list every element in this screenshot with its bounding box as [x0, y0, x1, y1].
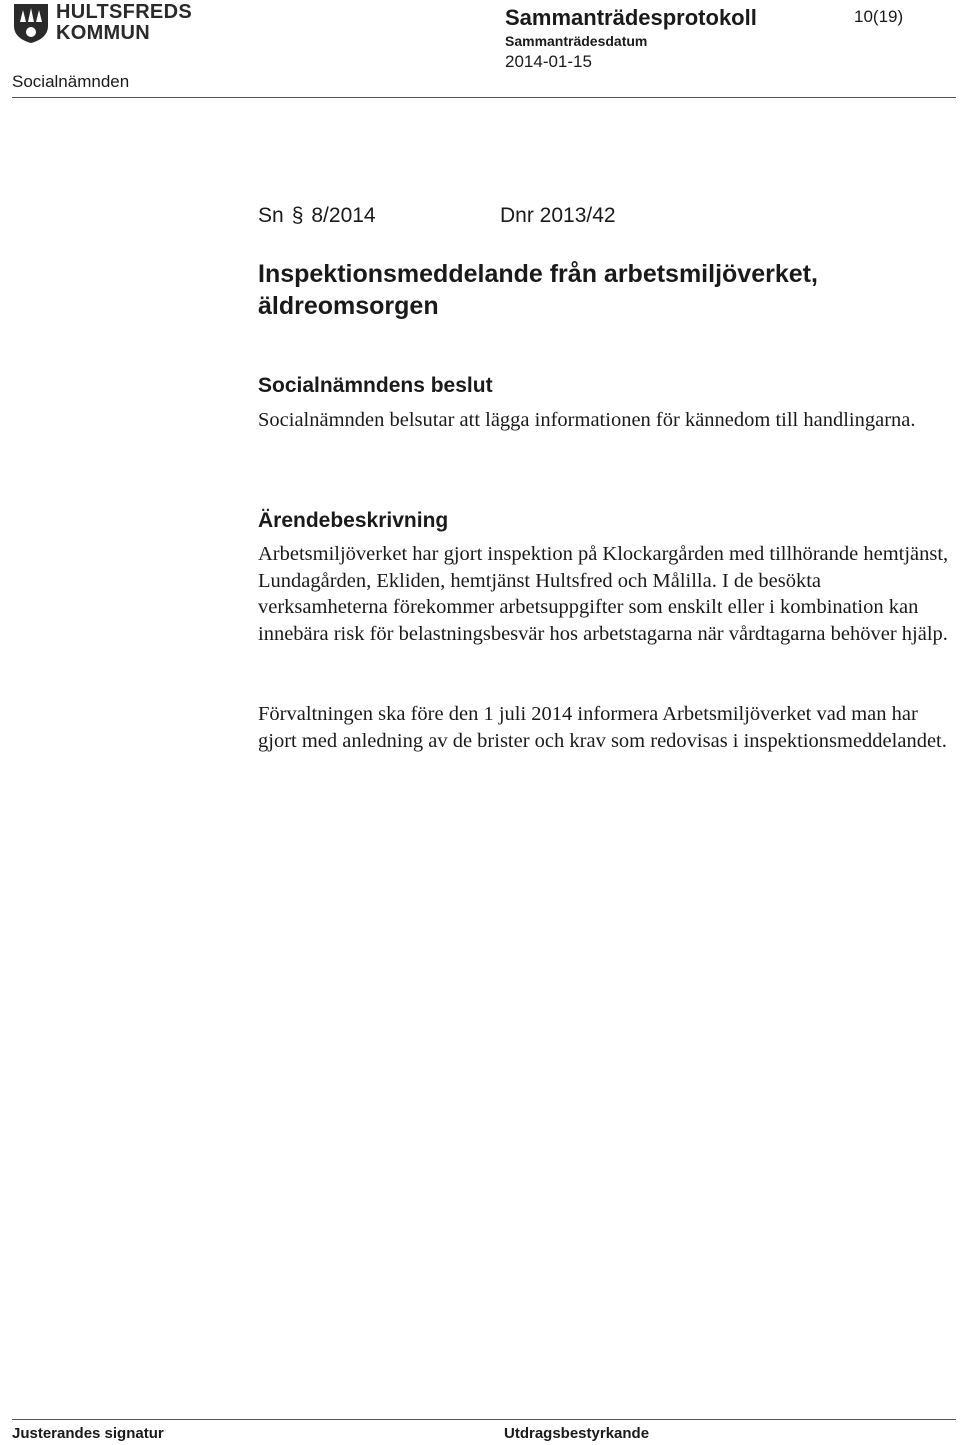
- footer-certification-label: Utdragsbestyrkande: [504, 1425, 650, 1442]
- municipality-logo: [12, 2, 192, 46]
- diary-number: Dnr 2013/42: [500, 204, 616, 227]
- header-divider: [12, 97, 956, 98]
- meeting-date: 2014-01-15: [505, 52, 592, 71]
- decision-text: Socialnämnden belsutar att lägga informationen för kännedom till handlingarna.: [258, 409, 916, 431]
- section-symbol: §: [291, 204, 304, 227]
- description-paragraph-2: Förvaltningen ska före den 1 juli 2014 informera Arbetsmiljöverket vad man har gjort med anledning av de brister och krav som redovisas i inspektionsmeddelandet.: [258, 703, 947, 752]
- decision-heading: Socialnämndens beslut: [258, 374, 493, 397]
- case-number: [258, 204, 376, 228]
- case-prefix: Sn: [258, 204, 284, 227]
- description-paragraph-1: Arbetsmiljöverket har gjort inspektion på Klockargården med tillhörande hemtjänst, Lundagården, Ekliden, hemtjänst Hultsfred och Målilla. I de besökta verksamheterna förekommer arbetsuppgifter som enskilt eller i kombination kan innebära risk för belastningsbesvär hos arbetstagarna när vårdtagarna behöver hjälp.: [258, 543, 949, 645]
- document-type-title: Sammanträdesprotokoll: [505, 5, 757, 30]
- footer-signature-label: Justerandes signatur: [12, 1425, 164, 1442]
- municipal-coat-of-arms-icon: [12, 2, 50, 44]
- logo-line-2: KOMMUN: [56, 22, 151, 44]
- case-section-number: 8/2014: [311, 204, 376, 227]
- meeting-date-label: Sammanträdesdatum: [505, 33, 648, 49]
- committee-name: Socialnämnden: [12, 72, 130, 91]
- description-heading: Ärendebeskrivning: [258, 509, 449, 532]
- logo-line-1: HULTSFREDS: [56, 1, 192, 23]
- footer-divider: [12, 1419, 956, 1420]
- page-number: 10(19): [854, 7, 904, 26]
- case-title: Inspektionsmeddelande från arbetsmiljöverket, äldreomsorgen: [258, 260, 818, 320]
